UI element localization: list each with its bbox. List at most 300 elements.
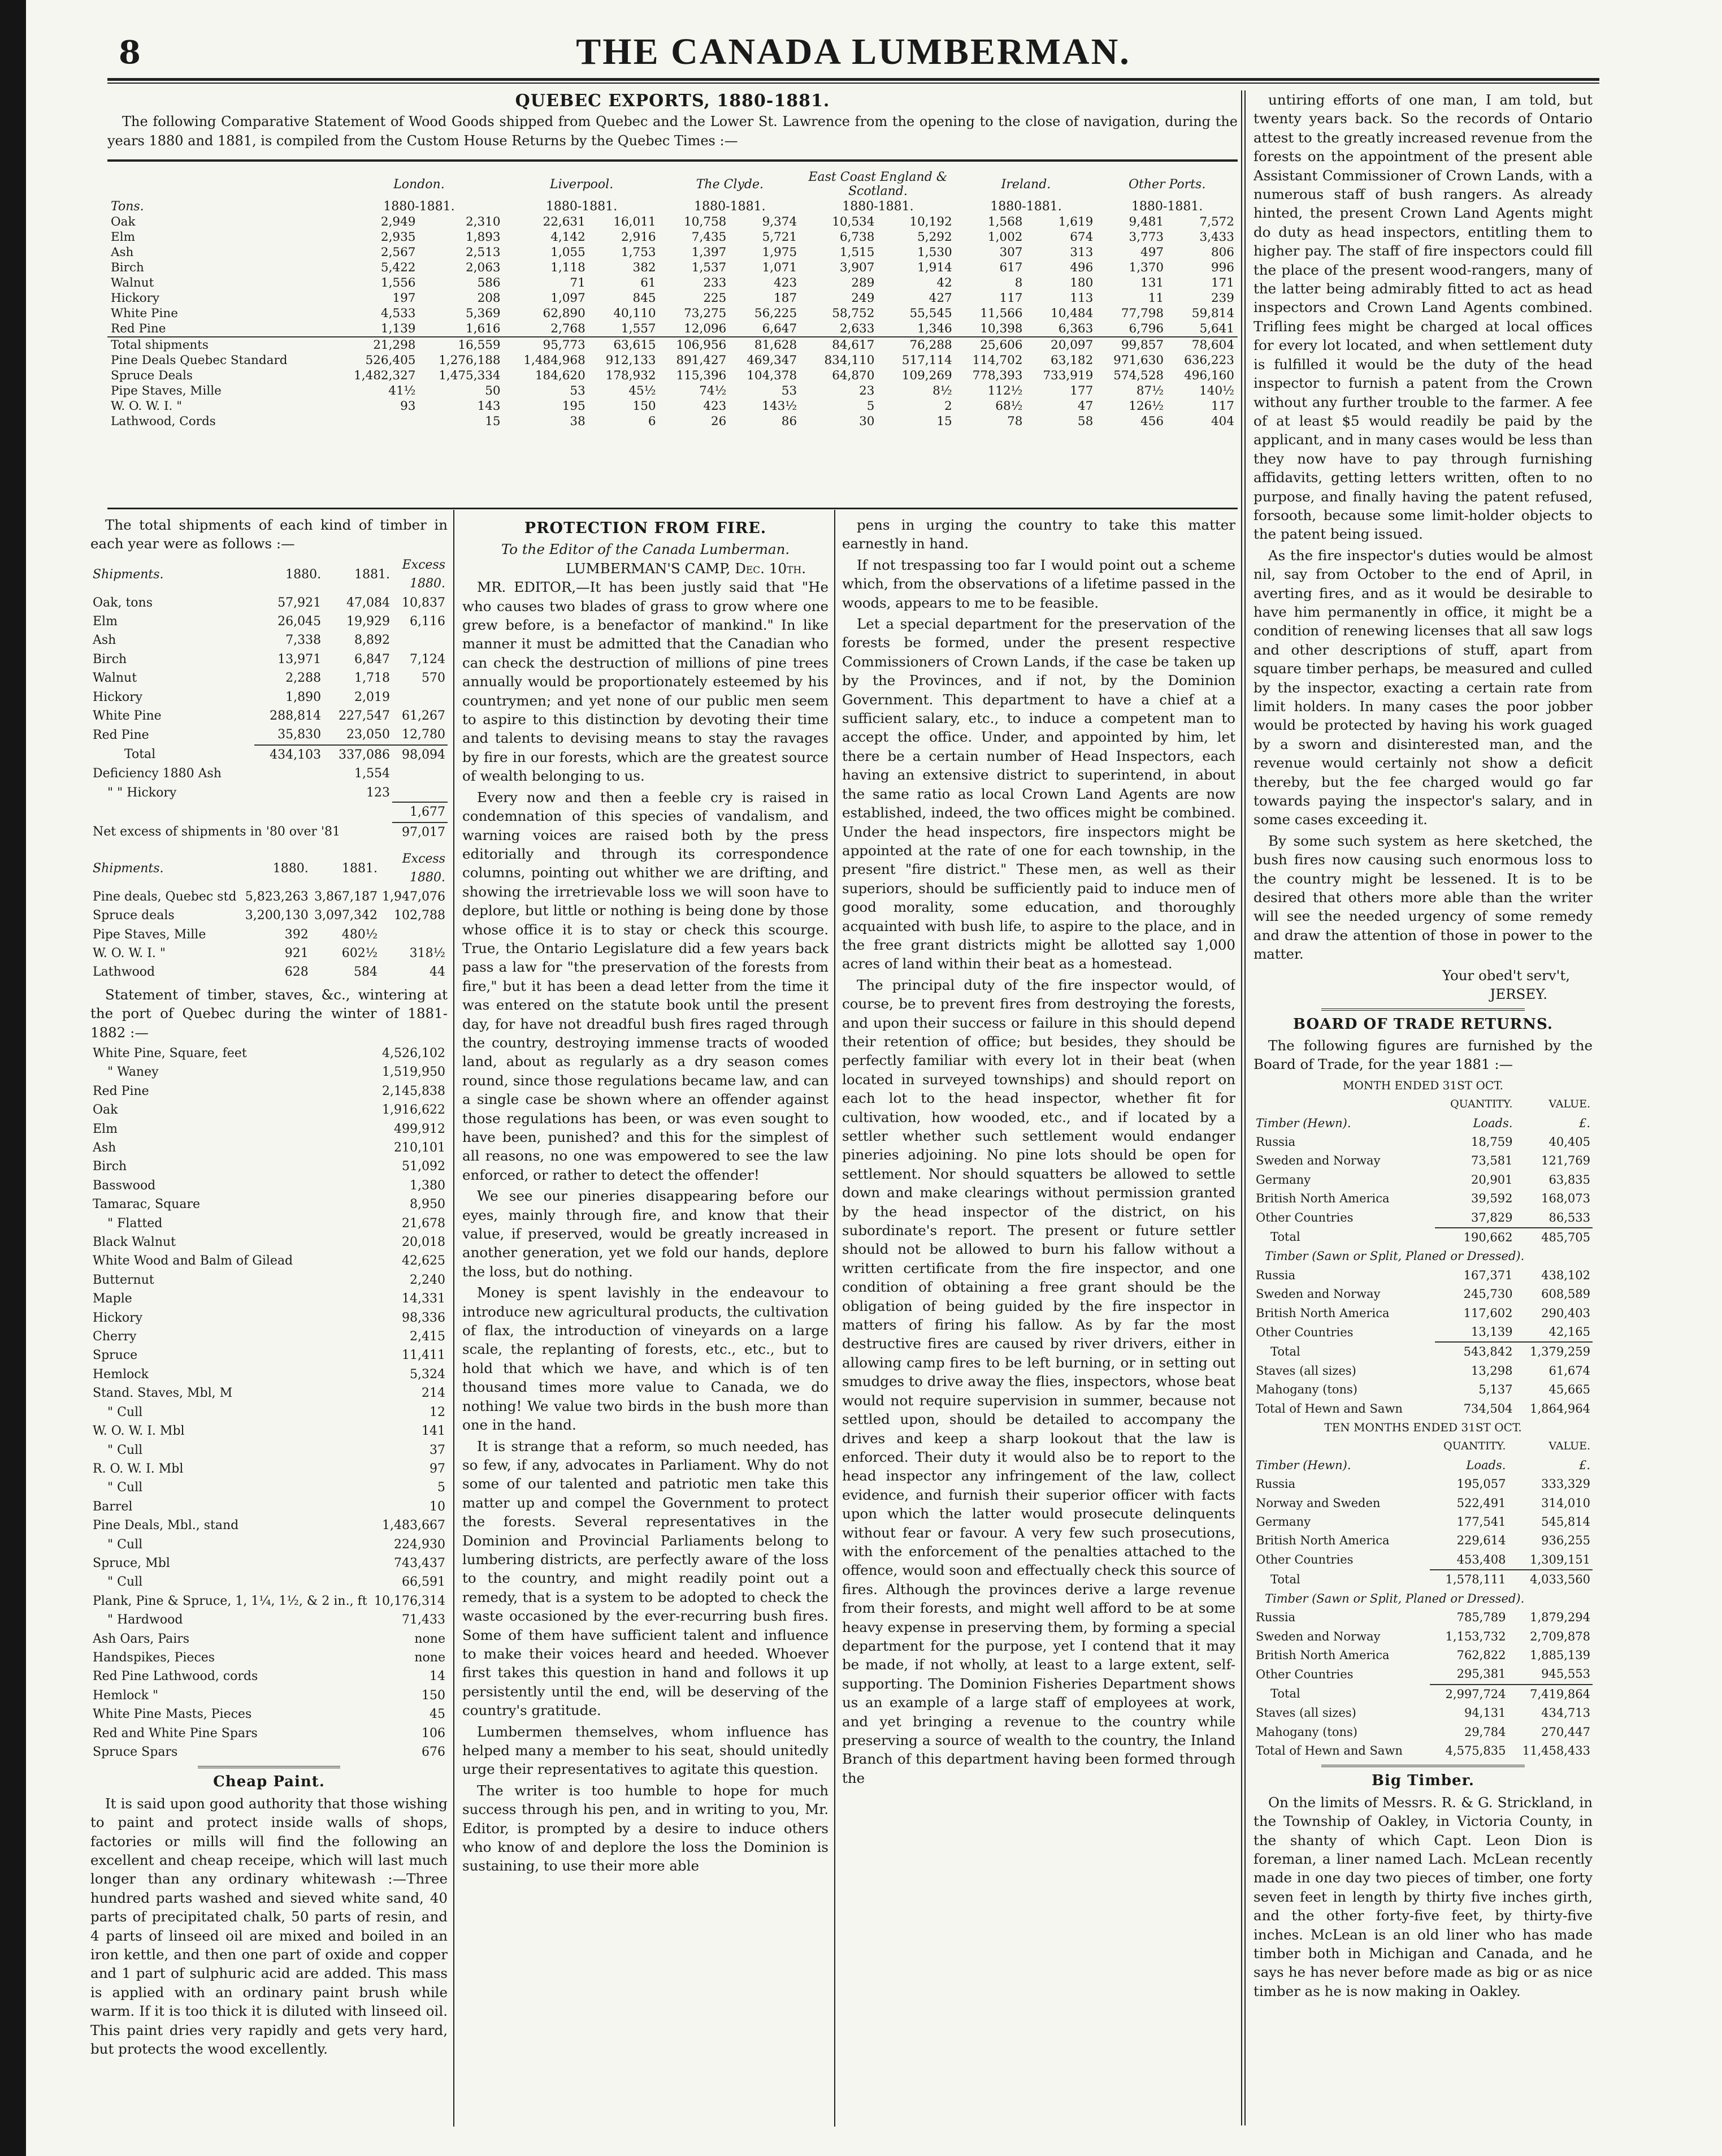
signature: JERSEY. [1490, 986, 1547, 1003]
cell: 12 [430, 1405, 445, 1419]
cell: 227,547 [339, 709, 390, 724]
cell: 9,481 [1129, 215, 1164, 229]
row-label: Lathwood, Cords [111, 414, 216, 428]
table-row [90, 1630, 448, 1648]
cell: 61,267 [402, 709, 445, 724]
cell: Total of Hewn and Sawn [1256, 1401, 1403, 1415]
cell: 87½ [1136, 384, 1164, 398]
cell: 921 [284, 946, 309, 960]
table-row [90, 925, 448, 944]
cell: Other Countries [1256, 1325, 1354, 1339]
table-row [90, 1535, 448, 1554]
cell: W. O. W. I. " [93, 946, 166, 960]
cell: 2,063 [466, 261, 501, 275]
section-divider [1321, 1008, 1525, 1011]
cell: Pipe Staves, Mille [93, 927, 206, 942]
cell: W. O. W. I. Mbl [93, 1424, 185, 1439]
cell: 2,019 [354, 690, 390, 704]
cell: 1,914 [917, 261, 952, 275]
row-label: Elm [111, 230, 135, 244]
cell: 61 [640, 276, 656, 290]
cell: 16,011 [613, 215, 656, 229]
cell: 1,975 [762, 245, 797, 259]
cell: 7,124 [410, 652, 445, 666]
cell: Lathwood [93, 965, 155, 980]
deficiency-total-row [90, 802, 448, 822]
table-row [1253, 1209, 1593, 1228]
table-row [90, 1289, 448, 1308]
cell: 834,110 [824, 353, 875, 367]
cell: British North America [1256, 1306, 1390, 1320]
cell: Stand. Staves, Mbl, M [93, 1386, 233, 1401]
cell: 996 [1211, 261, 1234, 275]
td: 2,997,724 [1430, 1685, 1508, 1704]
table-row [90, 1233, 448, 1252]
th: Excess 1880. [402, 557, 445, 591]
cell: 636,223 [1184, 353, 1234, 367]
cell: 63,182 [1051, 353, 1094, 367]
cell: 23 [859, 384, 875, 398]
cell: Birch [93, 652, 127, 666]
td: 7,419,864 [1508, 1685, 1593, 1704]
cell: 2,145,838 [382, 1084, 445, 1098]
cell: 5 [866, 399, 875, 413]
cell: 1,885,139 [1530, 1648, 1590, 1662]
cell: 382 [632, 261, 656, 275]
table-row [90, 688, 448, 707]
header-rule [107, 78, 1599, 81]
big-timber-title: Big Timber. [1372, 1772, 1474, 1790]
cell: 143 [477, 399, 501, 413]
cell: 676 [422, 1745, 445, 1759]
ten-months-head: TEN MONTHS ENDED 31ST OCT. [1324, 1421, 1522, 1435]
cell: 35,830 [277, 728, 322, 742]
th: Shipments. [93, 861, 164, 876]
cell: 1,864,964 [1530, 1401, 1590, 1415]
table-row [90, 1214, 448, 1233]
cell: 150 [422, 1688, 445, 1703]
table-row [107, 399, 1238, 414]
cell: 47,084 [346, 595, 390, 610]
table-row [90, 1101, 448, 1119]
col-head-liverpool: Liverpool. [549, 177, 614, 192]
table-row [90, 1195, 448, 1214]
td: 98,094 [392, 745, 448, 764]
paragraph: It is strange that a reform, so much needed, has so few, if any, advocates in Parliament. Why do not some of our talented and patriotic men take this matter up and compel the Government to protect the forests. Several representatives in the Dominion and Provincial Parliaments belong to lumbering districts, are perfectly aware of the loss to the country, and might readily point out a remedy, that is a system to be adopted to check the waste occasioned by the ever-recurring bush fires. Some of them have sufficient talent and influence to make their voices heard and heeded. Whoever first takes this question in hand and follows it up persistently until the end, will be deserving of the country's gratitude. [462, 1438, 829, 1719]
cell: " Waney [107, 1065, 159, 1080]
paragraph: The writer is too humble to hope for much success through his pen, and in writing to you, Mr. Editor, is prompted by a desire to induce others who know of and deplore the loss the Dominion is sustaining, to use their more able [462, 1782, 829, 1874]
cell: Mahogany (tons) [1256, 1725, 1357, 1739]
cell: 392 [284, 927, 309, 942]
cell: 81,628 [730, 337, 800, 353]
cell: 2,310 [466, 215, 501, 229]
cell: 229,614 [1456, 1534, 1506, 1548]
cell: 497 [1140, 245, 1164, 259]
cell: 64,870 [832, 369, 875, 383]
cell: R. O. W. I. Mbl [93, 1461, 184, 1476]
cell: 239 [1211, 291, 1234, 305]
month-head: MONTH ENDED 31ST OCT. [1343, 1078, 1503, 1092]
cell: 427 [929, 291, 952, 305]
paragraph: As the fire inspector's duties would be almost nil, say from October to the end of April, in averting fires, and as it would be desirable to have him permanently in office, it might be a condition of renewing licenses that all saw logs and other descriptions of stuff, apart from square timber perhaps, be measured and culled by the inspector, exacting a certain rate from limit holders. In many cases the poor jobber would be protected by having his work guaged by a sworn and disinterested man, and the revenue would certainly not show a deficit thereby, but the fee charged would go far towards paying the inspector's salary, and in some cases exceeding it. [1253, 547, 1593, 828]
years-label: 1880-1881. [990, 200, 1062, 214]
cell: 4,142 [550, 230, 585, 244]
cell: Elm [93, 614, 118, 629]
th: Loads. [1473, 1116, 1513, 1130]
cell: 289 [851, 276, 875, 290]
cell: 37 [430, 1443, 445, 1457]
cell: 195 [562, 399, 585, 413]
cell: 30 [859, 414, 875, 428]
row-label: White Pine [111, 306, 178, 321]
cell: 8,950 [410, 1197, 445, 1212]
cell: 6,116 [410, 614, 445, 629]
table-row [1253, 1531, 1593, 1550]
cell: 171 [1211, 276, 1234, 290]
paragraph: untiring efforts of one man, I am told, but twenty years back. So the records of Ontario attest to the greatly increased revenue from the forests on the appointment of the present able Assistant Commissioner of Crown Lands, with a numerous staff of bush rangers. As already hinted, the present Crown Land Agents might do duty as head inspectors, entitling them to higher pay. The staff of fire inspectors could fill the place of the present wood-rangers, many of the latter being admirably fitted to act as head inspectors and Crown Land Agents combined. Trifling fees might be charged at local offices for every lot located, and when settlement duty is fulfilled it would be the duty of the head inspector to furnish a patent from the Crown without any further trouble to the farmer. A fee of at least $5 would readily be paid by the applicant, and in many cases would be less than they now have to pay through furnishing affidavits, getting letters written, often to no purpose, and finally having the patent refused, forsooth, because some limit-holder objects to the patent being issued. [1253, 92, 1593, 543]
cell: 6,796 [1129, 322, 1164, 336]
row-label: Oak [111, 215, 136, 229]
bt-total [1253, 1228, 1593, 1247]
board-intro: The following figures are furnished by the Board of Trade, for the year 1881 :— [1253, 1037, 1593, 1073]
cell: 73,581 [1471, 1154, 1513, 1168]
cell: 195,057 [1456, 1477, 1506, 1491]
table-row [1253, 1646, 1593, 1665]
column-rule [834, 510, 835, 2127]
cell: 143½ [762, 399, 797, 413]
total-row [107, 337, 1238, 353]
cell: 22,631 [543, 215, 585, 229]
cell: 5,641 [1199, 322, 1234, 336]
quebec-exports-section [107, 88, 1238, 153]
cell: 4,575,835 [1445, 1743, 1506, 1757]
table-row [90, 1120, 448, 1138]
years-label: 1880-1881. [545, 200, 618, 214]
table-row [90, 1403, 448, 1422]
cell: 126½ [1129, 399, 1164, 413]
cell: 93 [400, 399, 416, 413]
cell: 1,097 [550, 291, 585, 305]
cell: 102,788 [394, 908, 445, 923]
cell: 117 [999, 291, 1023, 305]
cell: Red Pine [93, 1084, 149, 1098]
cell: 177,541 [1456, 1515, 1506, 1529]
table-row [107, 306, 1238, 321]
cell: 115,396 [676, 369, 727, 383]
th: 1880. [285, 567, 322, 582]
cell: 1,879,294 [1530, 1610, 1590, 1625]
cell: 3,867,187 [314, 889, 378, 904]
cell: 3,907 [839, 261, 875, 275]
cell: 2,916 [621, 230, 656, 244]
cell: 9,374 [762, 215, 797, 229]
cell: 58 [1077, 414, 1094, 428]
td: 485,705 [1515, 1228, 1593, 1247]
table-row [90, 1648, 448, 1667]
cell: 1,139 [380, 322, 416, 336]
quebec-exports-title: QUEBEC EXPORTS, 1880-1881. [515, 91, 830, 111]
cell: 51,092 [402, 1159, 445, 1174]
cell: Oak [93, 1103, 118, 1118]
paragraph: pens in urging the country to take this matter earnestly in hand. [842, 517, 1235, 552]
cell: 3,433 [1199, 230, 1234, 244]
cell: 47 [1077, 399, 1094, 413]
cell: 13,139 [1471, 1325, 1513, 1339]
td: 1,677 [392, 802, 448, 822]
cell: 307 [999, 245, 1023, 259]
cell: 104,378 [747, 369, 797, 383]
column-rule [1241, 90, 1242, 2125]
cell: 522,491 [1456, 1496, 1506, 1510]
cell: Elm [93, 1122, 118, 1136]
cell: 12,780 [402, 728, 445, 742]
column-1 [90, 516, 448, 2132]
cell: 13,971 [277, 652, 322, 666]
col-head-clyde: The Clyde. [696, 177, 764, 192]
cell: 16,559 [419, 337, 504, 353]
cell: 117 [1211, 399, 1234, 413]
paragraph: Money is spent lavishly in the endeavour to introduce new agricultural products, the cultivation of flax, the introduction of vineyards on a large scale, the replanting of forests, etc., etc., but to hold that which we have, and which is of ten thousand times more value to Canada, we do nothing! We value two birds in the bush more than one in the hand. [462, 1284, 829, 1434]
row-label: Total shipments [107, 337, 334, 353]
years-label: 1880-1881. [383, 200, 455, 214]
table-row [90, 1705, 448, 1724]
row-label: Red Pine [111, 322, 166, 336]
cell: 3,773 [1129, 230, 1164, 244]
cell: 167,371 [1463, 1268, 1513, 1282]
table-row [90, 1554, 448, 1573]
cell: 23,050 [346, 728, 390, 742]
table-row [1253, 1400, 1593, 1418]
cell: 14,331 [402, 1292, 445, 1306]
table-row [107, 291, 1238, 306]
cell: 778,393 [972, 369, 1023, 383]
th: £. [1578, 1116, 1590, 1130]
cell: 10 [430, 1499, 445, 1514]
cell: 270,447 [1541, 1725, 1590, 1739]
cell: 8 [1014, 276, 1023, 290]
td: 434,103 [254, 745, 323, 764]
cell: 608,589 [1541, 1287, 1590, 1301]
td: 1,554 [354, 767, 390, 781]
cell: 41½ [388, 384, 416, 398]
table-row [107, 321, 1238, 337]
cell: 2,240 [410, 1272, 445, 1287]
cell: Total of Hewn and Sawn [1256, 1743, 1403, 1757]
table-row [90, 1478, 448, 1497]
cell: 14 [430, 1669, 445, 1684]
cell: Ash [93, 633, 116, 648]
cell: 912,133 [605, 353, 656, 367]
cell: 1,346 [917, 322, 952, 336]
cell: 1,482,327 [354, 369, 416, 383]
cell: 785,789 [1456, 1610, 1506, 1625]
cell: 1,380 [410, 1178, 445, 1193]
cell: 15 [936, 414, 952, 428]
cell: 1,118 [550, 261, 585, 275]
cell: White Wood and Balm of Gilead [93, 1254, 293, 1269]
th: Loads. [1466, 1458, 1506, 1472]
table-row [90, 1610, 448, 1629]
cell: Plank, Pine & Spruce, 1, 1¼, 1½, & 2 in., ft [93, 1594, 367, 1608]
deals-head [90, 850, 448, 887]
cell: 53 [781, 384, 797, 398]
cell: 1,947,076 [382, 889, 445, 904]
cell: 1,890 [285, 690, 322, 704]
cell: 7,435 [691, 230, 727, 244]
cell: Red and White Pine Spars [93, 1726, 258, 1741]
table-row [90, 1252, 448, 1270]
cell [392, 631, 448, 650]
table-row [1253, 1133, 1593, 1151]
cell: 45,665 [1549, 1383, 1590, 1397]
cell: 570 [422, 671, 445, 686]
cell: 496 [1070, 261, 1094, 275]
cell: 225 [703, 291, 727, 305]
cell: 1,370 [1129, 261, 1164, 275]
cell: Cherry [93, 1330, 137, 1344]
cell: 574,528 [1113, 369, 1164, 383]
signoff: Your obed't serv't, [1442, 967, 1570, 984]
cell: 26 [711, 414, 727, 428]
cell: 288,814 [270, 709, 322, 724]
deficiency-row [90, 764, 448, 783]
net-excess-row [90, 822, 448, 842]
cell: 177 [1070, 384, 1094, 398]
cell: 517,114 [901, 353, 952, 367]
cell: 1,557 [621, 322, 656, 336]
td: 1,578,111 [1430, 1570, 1508, 1589]
cell: 121,769 [1541, 1154, 1590, 1168]
board-table-month [1253, 1095, 1593, 1418]
column-2 [462, 516, 829, 2132]
col-head-ireland: Ireland. [1001, 177, 1051, 192]
cell: 3,200,130 [245, 908, 309, 923]
quebec-table-bottom-rule [107, 508, 1238, 509]
protection-dateline: LUMBERMAN'S CAMP, Dec. 10th. [566, 560, 806, 577]
cell: 63,615 [589, 337, 660, 353]
cell: 74½ [699, 384, 727, 398]
cell [334, 414, 419, 429]
cell: 6,363 [1058, 322, 1094, 336]
table-row [90, 1422, 448, 1440]
cell: 1,893 [466, 230, 501, 244]
cell: Basswood [93, 1178, 156, 1193]
table-row [107, 383, 1238, 399]
cell: 1,530 [917, 245, 952, 259]
cell: Hemlock " [93, 1688, 159, 1703]
cell: 184,620 [535, 369, 585, 383]
tons-label: Tons. [111, 200, 144, 214]
cell: 44 [430, 965, 445, 980]
cell: 1,484,968 [523, 353, 585, 367]
column-rule [1244, 90, 1246, 2125]
paragraph: MR. EDITOR,—It has been justly said that "He who causes two blades of grass to grow where one grew before, is a benefactor of mankind." In like manner it must be admitted that the Canadian who can check the destruction of millions of pine trees annually would be proportionately esteemed by his countrymen; and yet none of our public men seem to aspire to this distinction by devoting their time and talents to devising means to stay the ravages by fire in our forests, which are the greatest source of wealth belonging to us. [462, 579, 829, 785]
cell: British North America [1256, 1648, 1390, 1662]
cell: 1,616 [466, 322, 501, 336]
cell: Russia [1256, 1135, 1296, 1149]
cell: British North America [1256, 1192, 1390, 1206]
cell: 11,566 [980, 306, 1023, 321]
cell: 314,010 [1541, 1496, 1590, 1510]
cell: 71,433 [402, 1613, 445, 1627]
wintering-intro: Statement of timber, staves, &c., wintering at the port of Quebec during the winter of 1881-1882 :— [90, 986, 448, 1041]
cell: 762,822 [1456, 1648, 1506, 1662]
cell: 2,415 [410, 1330, 445, 1344]
cell: Handspikes, Pieces [93, 1650, 215, 1665]
cell: 628 [284, 965, 309, 980]
cell: 112½ [987, 384, 1023, 398]
td: 97,017 [392, 822, 448, 842]
cell: Russia [1256, 1610, 1296, 1625]
cell: 8½ [932, 384, 952, 398]
td: 190,662 [1435, 1228, 1515, 1247]
cell: Hickory [93, 690, 143, 704]
cell: 97 [430, 1461, 445, 1476]
cell: 45½ [628, 384, 656, 398]
cheap-paint-text: It is said upon good authority that those wishing to paint and protect inside walls of shops, factories or mills will find the following an excellent and cheap receipe, which will last much longer than any ordinary whitewash :—Three hundred parts washed and sieved white sand, 40 parts of precipitated chalk, 50 parts of resin, and 4 parts of linseed oil are mixed and boiled in an iron kettle, and then one part of oxide and copper and 1 part of sulphuric acid are added. This mass is applied with an ordinary paint brush while warm. If it is too thick it is diluted with linseed oil. This paint dries very rapidly and gets very hard, but protects the wood excellently. [90, 1795, 448, 2058]
cell: Sweden and Norway [1256, 1154, 1381, 1168]
years-label: 1880-1881. [1131, 200, 1203, 214]
big-timber-text: On the limits of Messrs. R. & G. Strickland, in the Township of Oakley, in Victoria County, in the shanty of which Capt. Leon Dion is foreman, a liner named Lach. McLean recently made in one day two pieces of timber, one forty seven feet in length by thirty five inches girth, and the other forty-five feet, by thirty-five inches. McLean is an old liner who has made timber both in Michigan and Canada, and he says he has never before made as big or as nice timber as he is now making in Oakley. [1253, 1794, 1593, 1999]
cell: 1,753 [621, 245, 656, 259]
cell: 5,324 [410, 1367, 445, 1382]
table-row [1253, 1171, 1593, 1189]
cell: 131 [1140, 276, 1164, 290]
cell: 78,604 [1167, 337, 1238, 353]
cell: Maple [93, 1292, 132, 1306]
table-row [1253, 1665, 1593, 1684]
header-rule-thin [107, 83, 1599, 84]
bt-sub [1253, 1247, 1593, 1266]
table-row [1253, 1189, 1593, 1208]
bt-sub [1253, 1456, 1593, 1475]
cell: 617 [999, 261, 1023, 275]
cell: 15 [485, 414, 501, 428]
cell: 2 [944, 399, 952, 413]
bt-head [1253, 1095, 1593, 1114]
cell: 2,949 [380, 215, 416, 229]
table-row [1253, 1494, 1593, 1513]
table-row [1253, 1285, 1593, 1304]
td: Total [124, 747, 156, 762]
cell: Pine deals, Quebec std [93, 889, 237, 904]
table-row [107, 368, 1238, 383]
cell: 58,752 [832, 306, 875, 321]
cell: " Cull [107, 1575, 143, 1590]
table-row [1253, 1323, 1593, 1342]
cell: 1,055 [550, 245, 585, 259]
cell: 63,835 [1549, 1172, 1590, 1187]
cell: 674 [1070, 230, 1094, 244]
cell: Oak, tons [93, 595, 153, 610]
cell: 6 [648, 414, 656, 428]
cell: 586 [477, 276, 501, 290]
cell: 945,553 [1541, 1667, 1590, 1681]
cell: 499,912 [394, 1122, 445, 1136]
cell: 1,916,622 [382, 1103, 445, 1118]
cell: Red Pine [93, 728, 149, 742]
cell: Walnut [93, 671, 137, 686]
cell: " Flatted [107, 1216, 163, 1231]
th: VALUE. [1549, 1098, 1590, 1111]
cell: 5 [437, 1480, 445, 1495]
cell: Sweden and Norway [1256, 1287, 1381, 1301]
cell: 2,768 [550, 322, 585, 336]
cell: 1,519,950 [382, 1065, 445, 1080]
cell: 5,137 [1478, 1383, 1513, 1397]
cell: 109,269 [901, 369, 952, 383]
cell: 1,718 [354, 671, 390, 686]
